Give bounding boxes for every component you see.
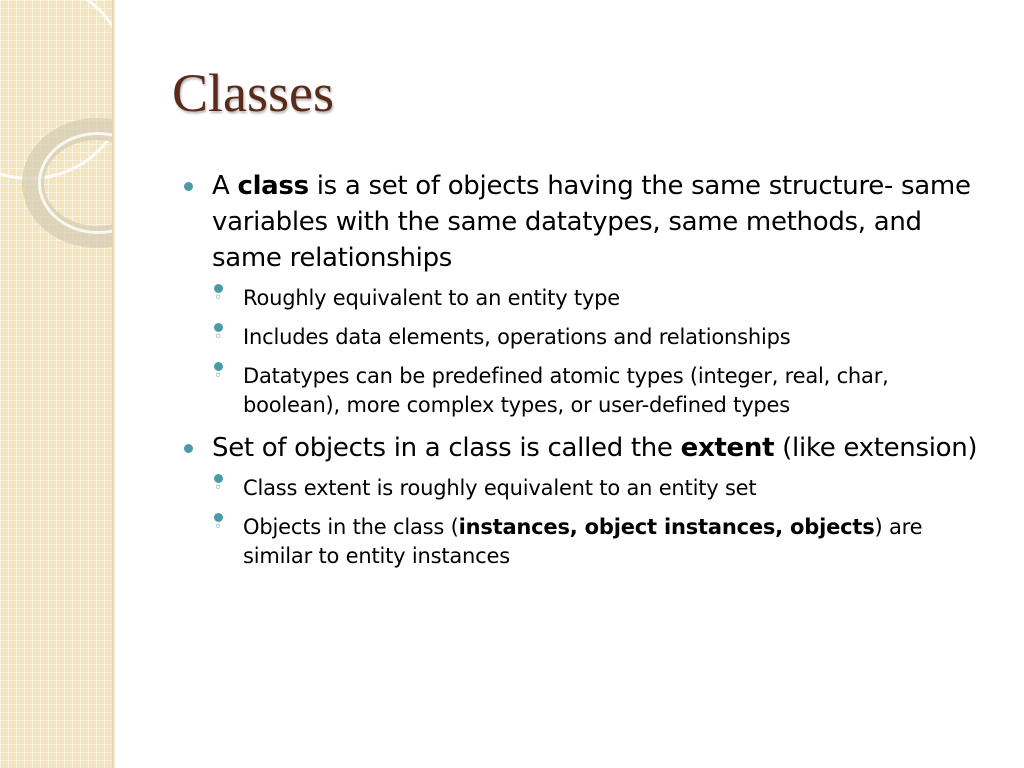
sub-bullet-data-elements [212, 323, 992, 352]
bullet-text: (like extension) [774, 433, 978, 463]
sub-bullet-text: Objects in the class ( [243, 515, 459, 539]
circle-bullet-icon: ◦ [214, 284, 223, 293]
circle-bullet-icon: ◦ [214, 323, 223, 332]
sub-bullet-list [212, 474, 992, 571]
sub-bullet-entity-type [212, 284, 992, 313]
sub-bullet-text: Roughly equivalent to an entity type [243, 286, 621, 310]
circle-bullet-icon: ◦ [214, 513, 223, 522]
sub-bullet-text: ) are similar to entity instances [243, 515, 923, 568]
sub-bullet-text: Includes data elements, operations and relationships [243, 325, 791, 349]
slide-title: Classes [172, 63, 334, 123]
bold-term-extent: extent [680, 433, 775, 463]
sub-bullet-class-extent [212, 474, 992, 503]
bullet-text: Set of objects in a class is called the [212, 433, 681, 463]
sub-bullet-text: Class extent is roughly equivalent to an entity set [243, 476, 757, 500]
bold-term-class: class [237, 171, 309, 201]
bullet-class-definition [182, 168, 992, 420]
bullet-dot-icon [184, 182, 193, 191]
bullet-dot-icon [184, 444, 193, 453]
sub-bullet-instances [212, 513, 992, 571]
bold-term-instances: instances, object instances, objects [458, 515, 875, 539]
sub-bullet-datatypes [212, 362, 992, 420]
bullet-text: A [212, 171, 238, 201]
bullet-extent [182, 430, 992, 571]
sub-bullet-list [212, 284, 992, 420]
slide-body [182, 168, 992, 581]
decorative-sidebar [0, 0, 112, 768]
bullet-text: is a set of objects having the same structure- same variables with the same datatypes, same methods, and same relationships [212, 171, 971, 273]
circle-bullet-icon: ◦ [214, 362, 223, 371]
sidebar-edge [112, 0, 116, 768]
sub-bullet-text: Datatypes can be predefined atomic types (integer, real, char, boolean), more complex types, or user-defined types [243, 364, 889, 417]
circle-bullet-icon: ◦ [214, 474, 223, 483]
